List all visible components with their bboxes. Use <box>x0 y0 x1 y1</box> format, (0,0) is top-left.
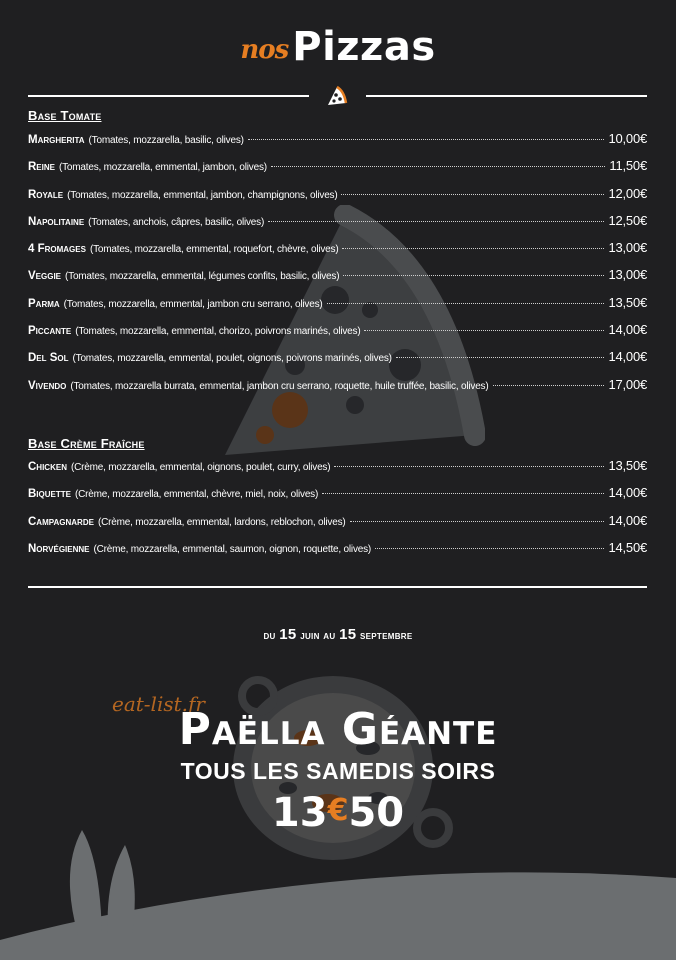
dates-day-end: 15 <box>339 626 357 643</box>
item-name: Norvégienne <box>28 542 90 555</box>
item-name: Napolitaine <box>28 215 85 228</box>
price-currency: € <box>327 793 349 828</box>
dot-leader <box>248 139 605 140</box>
title-prefix: nos <box>240 35 289 65</box>
item-price: 14,00€ <box>608 322 647 338</box>
menu-item <box>28 158 647 185</box>
item-description: (Tomates, mozzarella, emmental, roquefort, chèvre, olives) <box>89 244 339 256</box>
item-description: (Tomates, mozzarella, emmental, chorizo, poivrons marinés, olives) <box>75 326 361 338</box>
item-price: 14,00€ <box>608 349 647 365</box>
dates-suffix: septembre <box>360 628 413 642</box>
item-name: Biquette <box>28 488 71 501</box>
dot-leader <box>341 194 604 195</box>
menu-item <box>28 458 647 485</box>
menu-item <box>28 295 647 322</box>
menu-list-base-tomate <box>28 131 647 404</box>
promo-title: Paëlla Géante <box>178 704 498 755</box>
page-title <box>0 24 676 70</box>
item-name: Chicken <box>28 461 67 473</box>
menu-item <box>28 513 647 540</box>
dot-leader <box>322 493 604 494</box>
item-name: Royale <box>28 188 64 201</box>
item-description: (Crème, mozzarella, emmental, lardons, reblochon, olives) <box>97 516 346 528</box>
promo-dates <box>0 626 676 643</box>
dates-middle: juin au <box>300 628 336 642</box>
price-cents: 50 <box>348 790 405 836</box>
item-description: (Crème, mozzarella, emmental, saumon, oignon, roquette, olives) <box>93 543 372 555</box>
item-name: Del Sol <box>28 352 69 365</box>
menu-item <box>28 485 647 512</box>
item-name: 4 Fromages <box>28 243 86 256</box>
item-name: Reine <box>28 161 55 174</box>
menu-item <box>28 131 647 158</box>
site-watermark: eat-list.fr <box>112 692 205 716</box>
dates-day-start: 15 <box>279 626 297 643</box>
item-price: 14,50€ <box>608 539 647 555</box>
divider-right <box>366 95 647 97</box>
item-name: Veggie <box>28 270 62 283</box>
item-price: 13,00€ <box>608 267 647 283</box>
item-price: 13,50€ <box>608 294 647 310</box>
menu-item <box>28 240 647 267</box>
dot-leader <box>343 275 604 276</box>
section-title-base-creme: Base Crème Fraîche <box>28 436 145 451</box>
menu-item <box>28 186 647 213</box>
menu-item <box>28 213 647 240</box>
item-name: Piccante <box>28 325 72 338</box>
bottom-decoration <box>0 820 676 960</box>
item-price: 12,50€ <box>608 212 647 228</box>
dot-leader <box>375 548 604 549</box>
item-price: 13,50€ <box>608 458 647 473</box>
menu-list-base-creme <box>28 458 647 567</box>
item-price: 11,50€ <box>609 158 647 174</box>
item-description: (Tomates, mozzarella, basilic, olives) <box>88 135 244 146</box>
price-main: 13 <box>271 790 328 836</box>
promo-subtitle: TOUS LES SAMEDIS SOIRS <box>180 758 496 784</box>
item-price: 14,00€ <box>608 485 647 501</box>
item-description: (Tomates, mozzarella, emmental, jambon, champignons, olives) <box>67 189 338 201</box>
item-price: 10,00€ <box>608 131 647 146</box>
menu-item <box>28 377 647 404</box>
divider-left <box>28 95 309 97</box>
menu-item <box>28 540 647 567</box>
item-price: 13,00€ <box>608 240 647 256</box>
dot-leader <box>493 385 605 386</box>
item-description: (Tomates, anchois, câpres, basilic, olives) <box>88 216 265 228</box>
dot-leader <box>271 166 606 167</box>
item-name: Parma <box>28 297 60 310</box>
item-description: (Tomates, mozzarella, emmental, légumes confits, basilic, olives) <box>65 271 340 283</box>
item-name: Margherita <box>28 134 85 146</box>
section-divider <box>28 586 647 588</box>
item-description: (Tomates, mozzarella burrata, emmental, jambon cru serrano, roquette, huile truffée, basilic, olives) <box>70 380 489 392</box>
item-price: 12,00€ <box>608 185 647 201</box>
item-description: (Tomates, mozzarella, emmental, jambon, olives) <box>58 162 267 174</box>
title-main: Pizzas <box>292 24 436 70</box>
item-name: Campagnarde <box>28 515 94 528</box>
dot-leader <box>327 303 605 304</box>
dot-leader <box>342 248 604 249</box>
pizza-slice-icon <box>325 84 349 108</box>
dot-leader <box>334 466 604 467</box>
item-price: 17,00€ <box>608 376 647 392</box>
item-description: (Crème, mozzarella, emmental, chèvre, miel, noix, olives) <box>74 489 319 501</box>
item-description: (Tomates, mozzarella, emmental, poulet, oignons, poivrons marinés, olives) <box>72 353 392 365</box>
menu-item <box>28 322 647 349</box>
dot-leader <box>364 330 604 331</box>
item-price: 14,00€ <box>608 512 647 528</box>
dot-leader <box>350 521 605 522</box>
section-title-base-tomate: Base Tomate <box>28 108 102 123</box>
dot-leader <box>396 357 605 358</box>
item-description: (Tomates, mozzarella, emmental, jambon cru serrano, olives) <box>63 298 323 310</box>
item-description: (Crème, mozzarella, emmental, oignons, poulet, curry, olives) <box>70 462 331 473</box>
menu-item <box>28 267 647 294</box>
item-name: Vivendo <box>28 379 67 392</box>
dates-prefix: du <box>263 628 276 642</box>
dot-leader <box>268 221 604 222</box>
menu-item <box>28 349 647 376</box>
